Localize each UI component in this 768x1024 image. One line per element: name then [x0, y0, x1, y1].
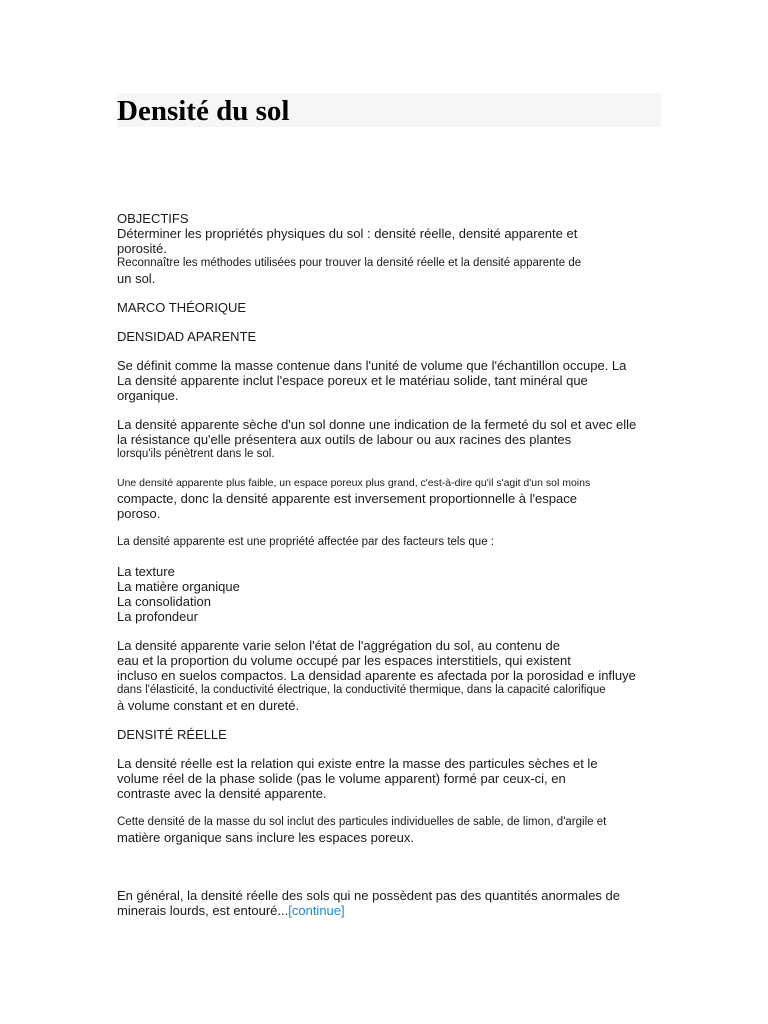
paragraph-line: matière organique sans inclure les espaces poreux. [117, 830, 415, 845]
paragraph-line: Se définit comme la masse contenue dans l'unité de volume que l'échantillon occupe. La [117, 358, 627, 373]
factor-item: La matière organique [117, 579, 240, 594]
paragraph-line: La densité apparente est une propriété affectée par des facteurs tels que : [117, 536, 494, 548]
paragraph-text: minerais lourds, est entouré... [117, 903, 289, 918]
objective-line: porosité. [117, 241, 167, 256]
paragraph-line: La densité apparente inclut l'espace poreux et le matériau solide, tant minéral que [117, 373, 588, 388]
section-heading-marco: MARCO THÉORIQUE [117, 300, 247, 315]
paragraph-line: organique. [117, 388, 179, 403]
paragraph-line: En général, la densité réelle des sols qui ne possèdent pas des quantités anormales de [117, 888, 620, 903]
document-body [117, 211, 657, 918]
section-heading-densidad: DENSIDAD APARENTE [117, 329, 257, 344]
paragraph-line: eau et la proportion du volume occupé par les espaces interstitiels, qui existent [117, 653, 571, 668]
continue-link[interactable]: [continue] [288, 903, 345, 918]
paragraph-line: la résistance qu'elle présentera aux outils de labour ou aux racines des plantes [117, 432, 572, 447]
paragraph-line: volume réel de la phase solide (pas le volume apparent) formé par ceux-ci, en [117, 771, 566, 786]
paragraph-line: Cette densité de la masse du sol inclut des particules individuelles de sable, de limon, d'argile et [117, 816, 607, 828]
paragraph-line: poroso. [117, 506, 161, 521]
paragraph-line: à volume constant et en dureté. [117, 698, 300, 713]
objective-line: Déterminer les propriétés physiques du sol : densité réelle, densité apparente et [117, 226, 578, 241]
paragraph-line: contraste avec la densité apparente. [117, 786, 327, 801]
page-title: Densité du sol [117, 95, 290, 127]
factor-item: La texture [117, 564, 175, 579]
paragraph-line: La densité réelle est la relation qui existe entre la masse des particules sèches et le [117, 756, 598, 771]
paragraph-line: compacte, donc la densité apparente est inversement proportionnelle à l'espace [117, 491, 577, 506]
paragraph-last-line [117, 903, 657, 918]
paragraph-line: lorsqu'ils pénètrent dans le sol. [117, 448, 275, 460]
objectives-heading: OBJECTIFS [117, 211, 189, 226]
paragraph-line: Une densité apparente plus faible, un espace poreux plus grand, c'est-à-dire qu'il s'agit d'un sol moins [117, 477, 591, 489]
objective-line: Reconnaître les méthodes utilisées pour trouver la densité réelle et la densité apparente de [117, 257, 582, 269]
paragraph-line: La densité apparente sèche d'un sol donne une indication de la fermeté du sol et avec elle [117, 417, 637, 432]
paragraph-line: La densité apparente varie selon l'état de l'aggrégation du sol, au contenu de [117, 638, 560, 653]
factor-item: La consolidation [117, 594, 211, 609]
objective-line: un sol. [117, 271, 156, 286]
paragraph-line: incluso en suelos compactos. La densidad aparente es afectada por la porosidad e influye [117, 668, 636, 683]
section-heading-reelle: DENSITÉ RÉELLE [117, 727, 227, 742]
factor-item: La profondeur [117, 609, 198, 624]
paragraph-line: dans l'élasticité, la conductivité électrique, la conductivité thermique, dans la capacité calorifique [117, 684, 606, 696]
